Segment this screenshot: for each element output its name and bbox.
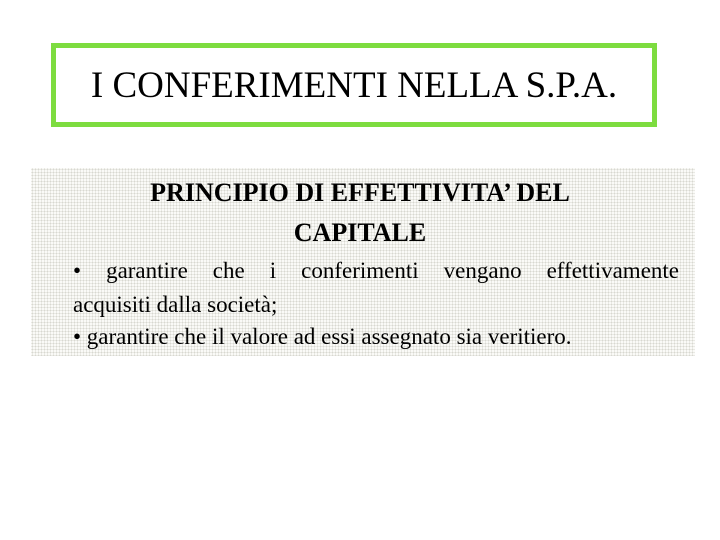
bullet-2: • garantire che il valore ad essi assegnato sia veritiero. bbox=[73, 324, 572, 349]
section-heading-line-2: CAPITALE bbox=[293, 218, 427, 247]
bullet-1-line-1: • garantire che i conferimenti vengano effettivamente bbox=[73, 258, 679, 283]
slide-title: I CONFERIMENTI NELLA S.P.A. bbox=[90, 64, 618, 106]
bullet-1-line-2: acquisiti dalla società; bbox=[73, 292, 278, 317]
content-panel bbox=[31, 168, 695, 356]
section-heading-line-1: PRINCIPIO DI EFFETTIVITA’ DEL bbox=[150, 178, 570, 207]
title-box bbox=[51, 43, 657, 127]
